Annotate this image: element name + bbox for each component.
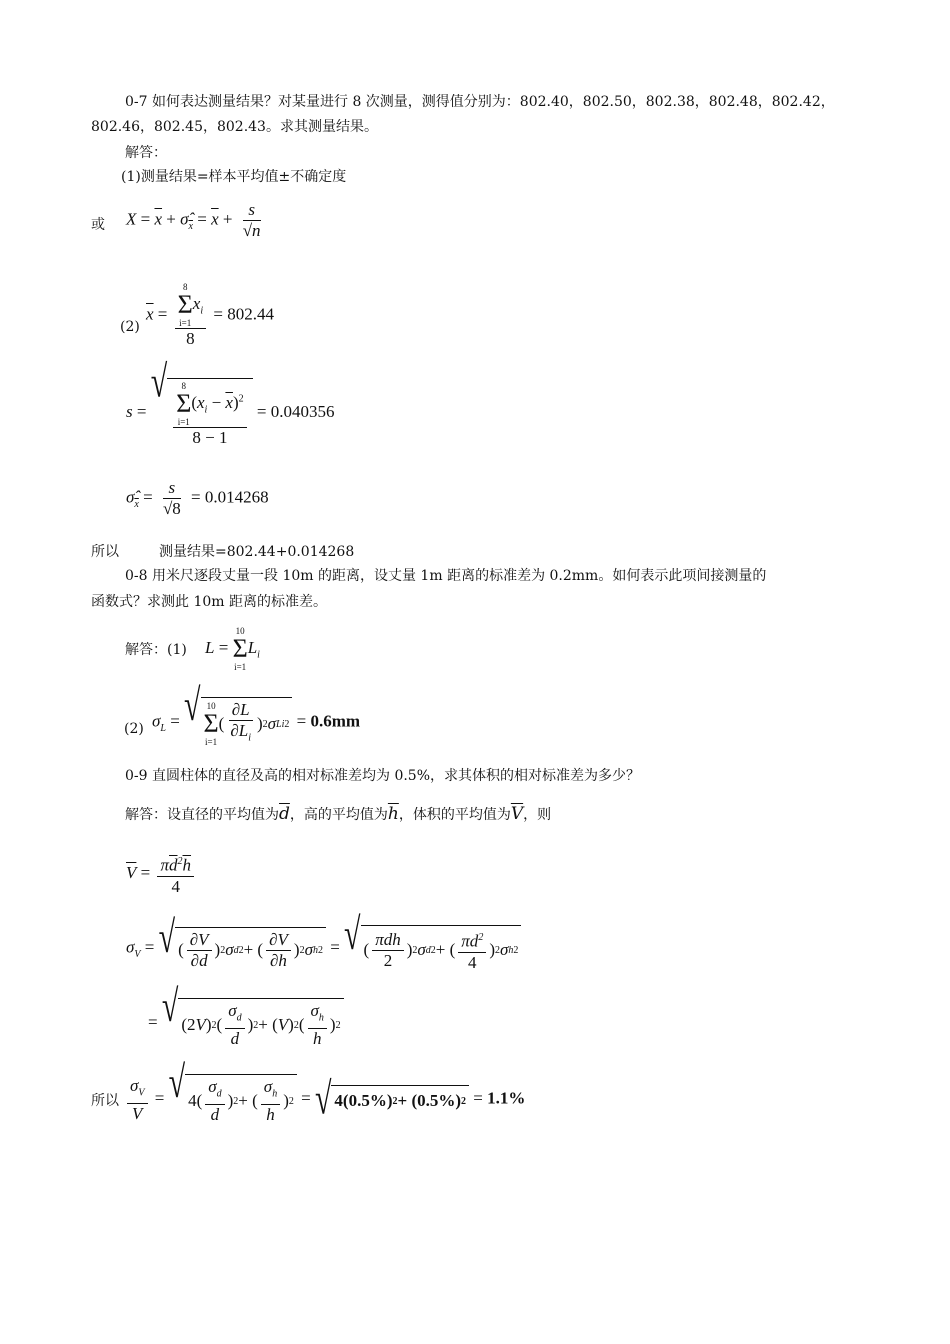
- formula-sigma-V: $\sigma_V$ = √ ( $\frac{\partial V}{\partial d}$ ) 2 σ d 2 + ( $\frac{\partial V}{\partial h}$ ) 2 σ h 2 = √ ( $\frac{\text{πdh}}{2}$ ) 2 σ d 2 + ( $\frac{\pi d^2}{4}$ ) 2 σ h 2: [126, 925, 521, 973]
- q07-line1: 0-7 如何表达测量结果？对某量进行 8 次测量，测得值分别为：802.40，802.50，802.38，802.48，802.42，: [125, 94, 835, 110]
- formula-std-dev: s = √ 8 Σ i=1 $(x_i - \overline{x})^2$ 8 − 1 = 0.040356: [126, 357, 335, 447]
- formula-measurement-result: $X = \overline{x}$ + $\sigmâ_{\overline{x}} = \overline{x}$ + $\frac{s}{√n}$: [126, 200, 261, 240]
- q07-step2-label: (2): [120, 319, 140, 335]
- q08-line1: 0-8 用米尺逐段丈量一段 10m 的距离，设丈量 1m 距离的标准差为 0.2mm。如何表示此项间接测量的: [125, 568, 767, 584]
- s-value: 0.040356: [270, 401, 335, 421]
- q09-so-label: 所以: [91, 1093, 119, 1109]
- q08-answer-label: 解答：(1): [125, 642, 187, 658]
- q07-or-label: 或: [91, 217, 105, 233]
- sigma-L-value: 0.6mm: [310, 711, 361, 731]
- formula-volume: $\overline{V}$ = $\frac{\pi\overline{d}^2\overline{h}}{4}$: [126, 852, 197, 897]
- q08-line2: 函数式？求测此 10m 距离的标准差。: [91, 594, 327, 610]
- q07-step1: (1)测量结果=样本平均值±不确定度: [121, 169, 347, 185]
- formula-length-sum: L = 10 Σ i=1 $L_i$: [205, 626, 260, 672]
- formula-relative-std: $\frac{\sigma_V}{V}$ = √ 4( $\frac{\sigma_d}{d}$ ) 2 + ( $\frac{\sigma_h}{h}$ ) 2 = √ 4( 0.5% ) 2 + ( 0.5% ) 2 = 1.1%: [124, 1074, 525, 1125]
- formula-sigma-L: $\sigma_L$ = √ 10 Σ i=1 ( $\frac{\partial L}{\partial L_i}$ ) 2 σ Li 2 = 0.6mm: [152, 681, 361, 748]
- final-value: 1.1%: [487, 1088, 526, 1108]
- q09-answer-intro: 解答：设直径的平均值为$\overline{d}$，高的平均值为$\overline{h}$，体积的平均值为$\overline{V}$，则: [125, 804, 552, 824]
- q08-step2-label: (2): [124, 721, 144, 737]
- q07-line2: 802.46，802.45，802.43。求其测量结果。: [91, 119, 378, 135]
- q07-answer-label: 解答：: [125, 145, 167, 161]
- q07-result: 测量结果=802.44+0.014268: [159, 544, 355, 560]
- q07-so-label: 所以: [91, 544, 119, 560]
- formula-mean: $\overline{x}$ = 8 Σ i=1 $x_i$ 8 = 802.44: [146, 282, 274, 348]
- formula-std-of-mean: $\sigmâ_{\overline{x}}$ = $\frac{s}{√8}$ = 0.014268: [126, 478, 269, 518]
- q09-line1: 0-9 直圆柱体的直径及高的相对标准差均为 0.5%，求其体积的相对标准差为多少？: [125, 768, 641, 784]
- mean-value: 802.44: [227, 304, 274, 324]
- formula-sigma-V-simplified: = √ (2 V ) 2 ( $\frac{\sigma_d}{d}$ ) 2 + ( V ) 2 ( $\frac{\sigma_h}{h}$ ) 2: [148, 998, 344, 1049]
- sigma-mean-value: 0.014268: [204, 487, 269, 507]
